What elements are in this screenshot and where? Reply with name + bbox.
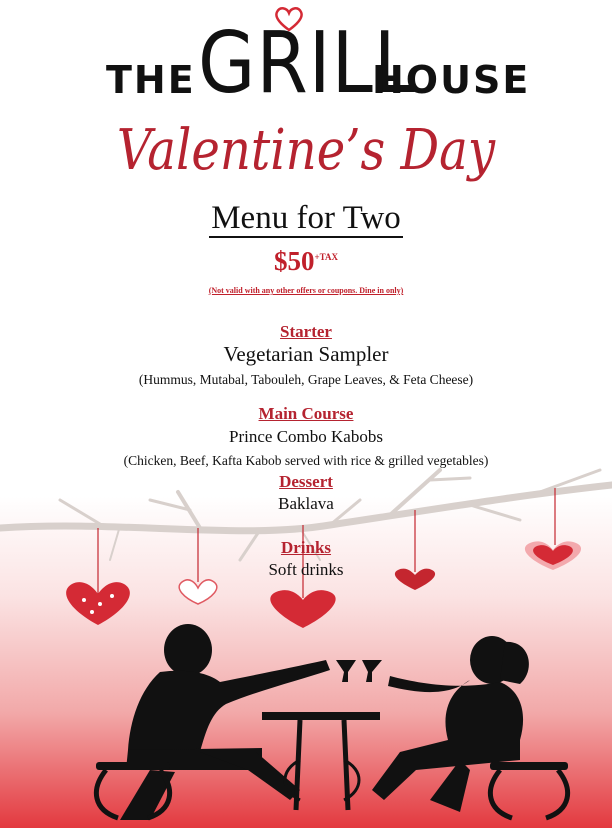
menu-title: Menu for Two — [211, 200, 401, 236]
section-item-dessert: Baklava — [278, 494, 334, 513]
section-heading-starter: Starter — [280, 322, 332, 341]
section-item-main-course: Prince Combo Kabobs — [229, 427, 383, 446]
brand-grill: GRILL — [198, 14, 417, 113]
section-detail-starter: (Hummus, Mutabal, Tabouleh, Grape Leaves, & Feta Cheese) — [138, 372, 474, 387]
brand-the: THE — [106, 58, 196, 102]
section-detail-main-course: (Chicken, Beef, Kafta Kabob served with rice & grilled vegetables) — [123, 453, 489, 468]
price-amount: $50 — [274, 246, 315, 276]
price-suffix: +TAX — [314, 252, 338, 262]
section-heading-dessert: Dessert — [279, 472, 333, 491]
hanging-heart-icon — [179, 580, 217, 604]
price — [0, 246, 612, 277]
couple-silhouette — [96, 624, 568, 820]
section-item-drinks: Soft drinks — [268, 560, 344, 579]
brand-house: HOUSE — [372, 58, 531, 102]
valentines-day-title: Valentine’s Day — [116, 118, 496, 183]
section-heading-drinks: Drinks — [280, 538, 332, 557]
section-heading-main-course: Main Course — [258, 404, 354, 423]
section-item-starter: Vegetarian Sampler — [223, 342, 389, 366]
offer-note: (Not valid with any other offers or coupons. Dine in only) — [208, 286, 404, 295]
